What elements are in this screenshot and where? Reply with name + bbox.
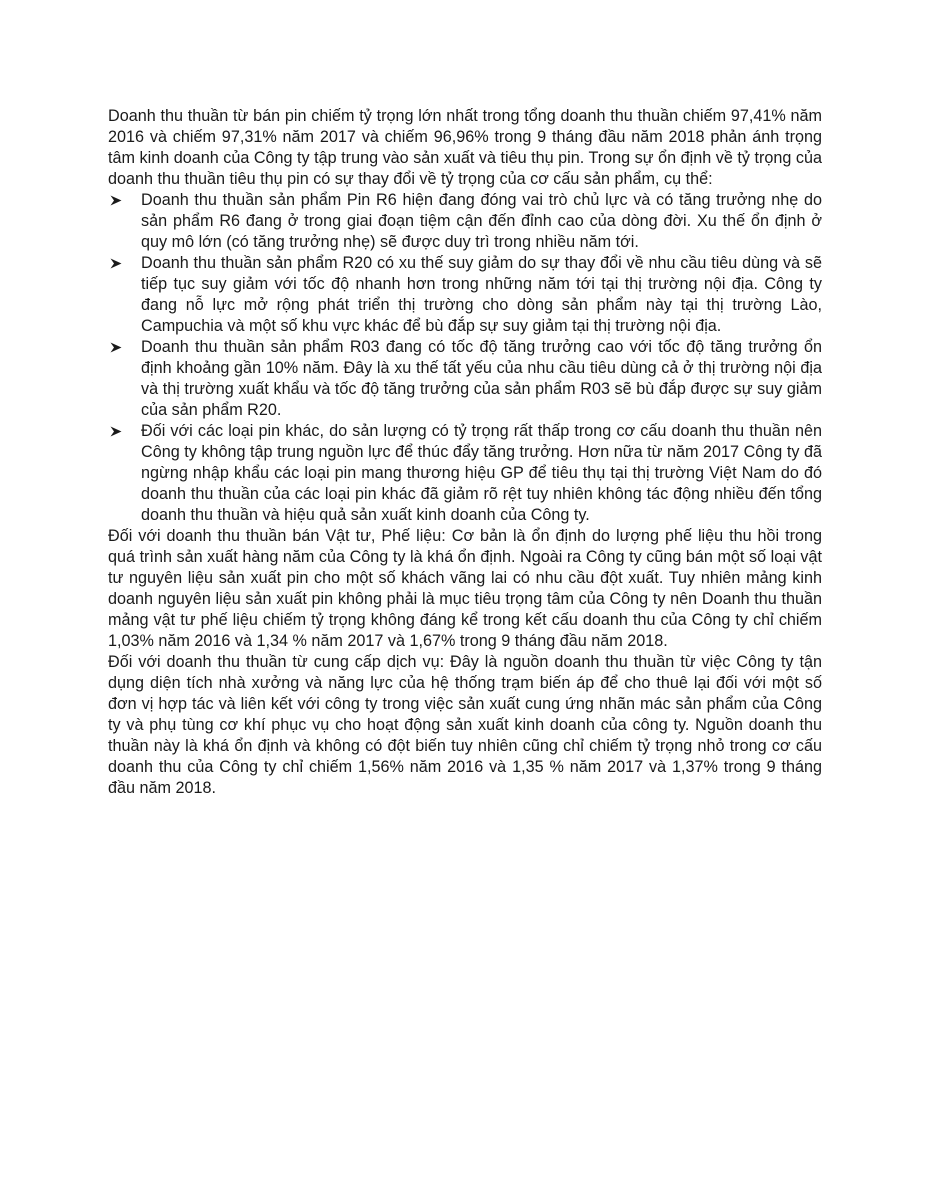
services-paragraph: Đối với doanh thu thuần từ cung cấp dịch vụ: Đây là nguồn doanh thu thuần từ việc Công ty tận dụng diện tích nhà xưởng và năng lực của hệ thống trạm biến áp để cho thuê lại đối với một số đơn vị hợp tác và liên kết với công ty trong việc sản xuất cung ứng nhãn mác sản phẩm của Công ty và phụ tùng cơ khí phục vụ cho hoạt động sản xuất kinh doanh của công ty. Nguồn doanh thu thuần này là khá ổn định và không có đột biến tuy nhiên cũng chỉ chiếm tỷ trọng nhỏ trong cơ cấu doanh thu của Công ty chỉ chiếm 1,56% năm 2016 và 1,35 % năm 2017 và 1,37% trong 9 tháng đầu năm 2018. <box>108 653 822 797</box>
bullet-text: Doanh thu thuần sản phẩm R20 có xu thế suy giảm do sự thay đổi về nhu cầu tiêu dùng và sẽ tiếp tục suy giảm với tốc độ nhanh hơn trong những năm tới tại thị trường nội địa. Công ty đang nỗ lực mở rộng phát triển thị trường cho dòng sản phẩm này tại thị trường Lào, Campuchia và một số khu vực khác để bù đắp sự suy giảm tại thị trường nội địa. <box>141 254 822 335</box>
materials-paragraph: Đối với doanh thu thuần bán Vật tư, Phế liệu: Cơ bản là ổn định do lượng phế liệu thu hồi trong quá trình sản xuất hàng năm của Công ty là khá ổn định. Ngoài ra Công ty cũng bán một số loại vật tư nguyên liệu sản xuất pin cho một số khách vãng lai có nhu cầu đột xuất. Tuy nhiên mảng kinh doanh nguyên liệu sản xuất pin không phải là mục tiêu trọng tâm của Công ty nên Doanh thu thuần mảng vật tư phế liệu chiếm tỷ trọng không đáng kể trong kết cấu doanh thu của Công ty chỉ chiếm 1,03% năm 2016 và 1,34 % năm 2017 và 1,67% trong 9 tháng đầu năm 2018. <box>108 527 822 650</box>
bullet-text: Đối với các loại pin khác, do sản lượng có tỷ trọng rất thấp trong cơ cấu doanh thu thuần nên Công ty không tập trung nguồn lực để thúc đẩy tăng trưởng. Hơn nữa từ năm 2017 Công ty đã ngừng nhập khẩu các loại pin mang thương hiệu GP để tiêu thụ tại thị trường Việt Nam do đó doanh thu thuần của các loại pin khác đã giảm rõ rệt tuy nhiên không tác động nhiều đến tổng doanh thu thuần và hiệu quả sản xuất kinh doanh của Công ty. <box>141 422 822 524</box>
list-item <box>108 421 822 526</box>
bullet-text: Doanh thu thuần sản phẩm R03 đang có tốc độ tăng trưởng cao với tốc độ tăng trưởng ổn định khoảng gần 10% năm. Đây là xu thế tất yếu của nhu cầu tiêu dùng cả ở thị trường nội địa và thị trường xuất khẩu và tốc độ tăng trưởng của sản phẩm R03 sẽ bù đắp được sự suy giảm của sản phẩm R20. <box>141 338 822 419</box>
bullet-text: Doanh thu thuần sản phẩm Pin R6 hiện đang đóng vai trò chủ lực và có tăng trưởng nhẹ do sản phẩm R6 đang ở trong giai đoạn tiệm cận đến đỉnh cao của dòng đời. Xu thế ổn định ở quy mô lớn (có tăng trưởng nhẹ) sẽ được duy trì trong nhiều năm tới. <box>141 191 822 251</box>
document-body <box>108 106 822 799</box>
list-item <box>108 190 822 253</box>
product-revenue-list <box>108 190 822 526</box>
arrowhead-bullet-icon <box>110 190 126 211</box>
intro-paragraph: Doanh thu thuần từ bán pin chiếm tỷ trọng lớn nhất trong tổng doanh thu thuần chiếm 97,41% năm 2016 và chiếm 97,31% năm 2017 và chiếm 96,96% trong 9 tháng đầu năm 2018 phản ánh trọng tâm kinh doanh của Công ty tập trung vào sản xuất và tiêu thụ pin. Trong sự ổn định về tỷ trọng của doanh thu thuần tiêu thụ pin có sự thay đổi về tỷ trọng của cơ cấu sản phẩm, cụ thể: <box>108 107 822 188</box>
arrowhead-bullet-icon <box>110 421 126 442</box>
arrowhead-bullet-icon <box>110 337 126 358</box>
arrowhead-bullet-icon <box>110 253 126 274</box>
list-item <box>108 253 822 337</box>
list-item <box>108 337 822 421</box>
